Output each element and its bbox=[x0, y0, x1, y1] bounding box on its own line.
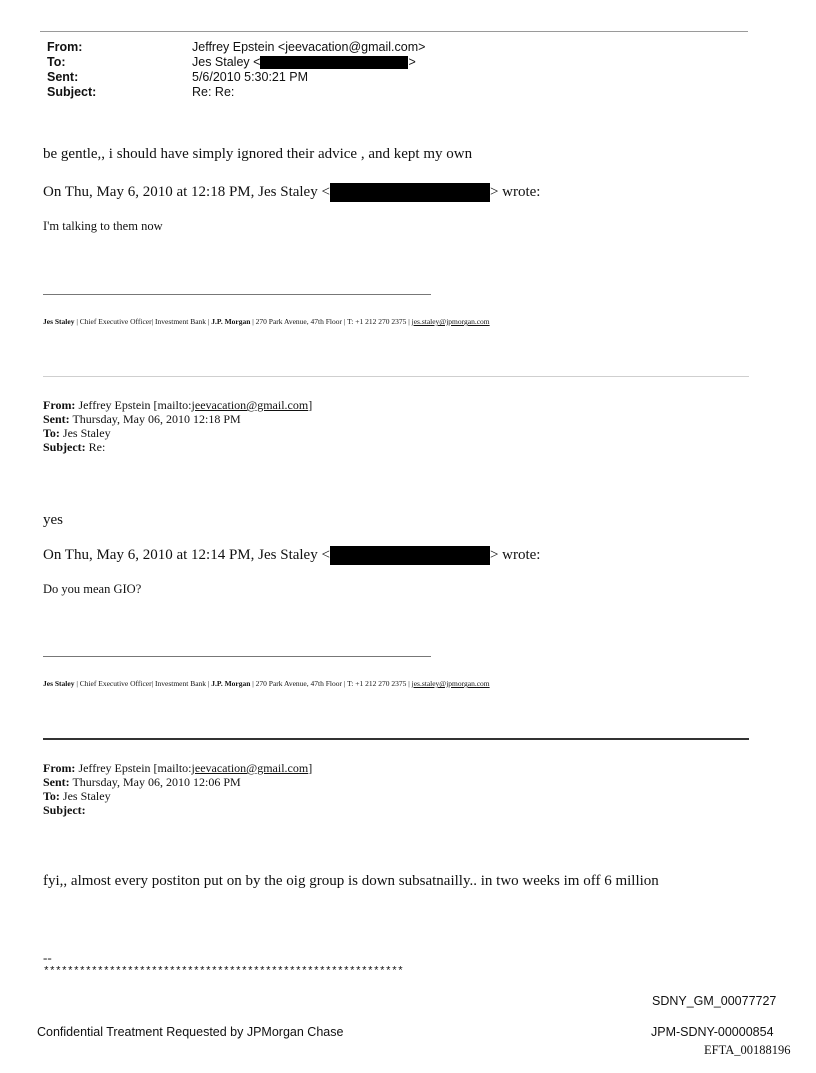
message1-body: be gentle,, i should have simply ignored their advice , and kept my own bbox=[43, 146, 473, 162]
to-value bbox=[192, 55, 416, 70]
redaction-box bbox=[330, 183, 490, 202]
sig-address: | 270 Park Avenue, 47th Floor | T: +1 212 270 2375 | bbox=[250, 317, 412, 326]
fwd2-from-close: ] bbox=[308, 761, 313, 775]
bates-number-2: JPM-SDNY-00000854 bbox=[651, 1025, 774, 1039]
sig-name: Jes Staley bbox=[43, 679, 75, 688]
sent-label: Sent: bbox=[47, 70, 79, 84]
signature-dashes: -- bbox=[43, 950, 52, 965]
sig-email-link[interactable]: jes.staley@jpmorgan.com bbox=[411, 317, 490, 326]
sig-title: | Chief Executive Officer| Investment Bank | bbox=[74, 317, 212, 326]
bates-number-1: SDNY_GM_00077727 bbox=[652, 994, 777, 1008]
sig-company: J.P. Morgan bbox=[211, 317, 251, 326]
redaction-box bbox=[330, 546, 490, 565]
star-divider: ************************************************************ bbox=[43, 966, 404, 978]
top-rule bbox=[40, 31, 748, 32]
redaction-box bbox=[260, 56, 408, 69]
fwd2-email-link[interactable]: jeevacation@gmail.com bbox=[191, 761, 309, 775]
fwd1-email-link[interactable]: jeevacation@gmail.com bbox=[191, 398, 309, 412]
to-label: To: bbox=[47, 55, 66, 69]
fwd1-to-label: To: bbox=[43, 426, 60, 440]
quote-prefix: On Thu, May 6, 2010 at 12:14 PM, Jes Staley < bbox=[43, 546, 330, 563]
separator bbox=[43, 376, 749, 377]
fwd2-from-label: From: bbox=[43, 761, 76, 775]
quote-prefix: On Thu, May 6, 2010 at 12:18 PM, Jes Staley < bbox=[43, 183, 330, 200]
sig-address: | 270 Park Avenue, 47th Floor | T: +1 212 270 2375 | bbox=[250, 679, 412, 688]
fwd1-subject-label: Subject: bbox=[43, 440, 86, 454]
fwd2-subject-label: Subject: bbox=[43, 803, 86, 817]
confidential-notice: Confidential Treatment Requested by JPMorgan Chase bbox=[37, 1025, 344, 1039]
sig-title: | Chief Executive Officer| Investment Bank | bbox=[74, 679, 212, 688]
email-header bbox=[47, 40, 747, 104]
message1-quote-line bbox=[43, 183, 540, 202]
fwd2-to-label: To: bbox=[43, 789, 60, 803]
fwd1-from-value: Jeffrey Epstein [mailto: bbox=[75, 398, 192, 412]
fwd1-subject-value: Re: bbox=[85, 440, 106, 454]
fwd2-from-value: Jeffrey Epstein [mailto: bbox=[75, 761, 192, 775]
fwd2-to-value: Jes Staley bbox=[59, 789, 111, 803]
forward2-header bbox=[43, 761, 312, 817]
message2-body: yes bbox=[43, 512, 63, 528]
sig-company: J.P. Morgan bbox=[211, 679, 251, 688]
signature-line bbox=[43, 317, 490, 326]
signature-rule bbox=[43, 294, 431, 295]
fwd1-from-label: From: bbox=[43, 398, 76, 412]
fwd1-from-close: ] bbox=[308, 398, 313, 412]
subject-value: Re: Re: bbox=[192, 85, 235, 99]
subject-label: Subject: bbox=[47, 85, 97, 99]
message2-quote-line bbox=[43, 546, 540, 565]
fwd1-to-value: Jes Staley bbox=[59, 426, 111, 440]
signature-line bbox=[43, 679, 490, 688]
fwd1-sent-label: Sent: bbox=[43, 412, 70, 426]
sig-email-link[interactable]: jes.staley@jpmorgan.com bbox=[411, 679, 490, 688]
signature-rule bbox=[43, 656, 431, 657]
forward1-header bbox=[43, 398, 312, 454]
fwd2-sent-value: Thursday, May 06, 2010 12:06 PM bbox=[69, 775, 241, 789]
message3-body: fyi,, almost every postiton put on by the oig group is down subsatnailly.. in two weeks im off 6 million bbox=[43, 873, 659, 889]
message1-quoted: I'm talking to them now bbox=[43, 219, 163, 233]
message2-quoted: Do you mean GIO? bbox=[43, 582, 142, 596]
separator bbox=[43, 738, 749, 740]
to-suffix: > bbox=[408, 55, 416, 69]
from-value: Jeffrey Epstein <jeevacation@gmail.com> bbox=[192, 40, 426, 54]
fwd1-sent-value: Thursday, May 06, 2010 12:18 PM bbox=[69, 412, 241, 426]
quote-suffix: > wrote: bbox=[489, 183, 541, 200]
from-label: From: bbox=[47, 40, 83, 54]
fwd2-sent-label: Sent: bbox=[43, 775, 70, 789]
efta-number: EFTA_00188196 bbox=[704, 1043, 791, 1057]
sent-value: 5/6/2010 5:30:21 PM bbox=[192, 70, 309, 84]
to-prefix: Jes Staley < bbox=[192, 55, 261, 69]
sig-name: Jes Staley bbox=[43, 317, 75, 326]
quote-suffix: > wrote: bbox=[489, 546, 541, 563]
